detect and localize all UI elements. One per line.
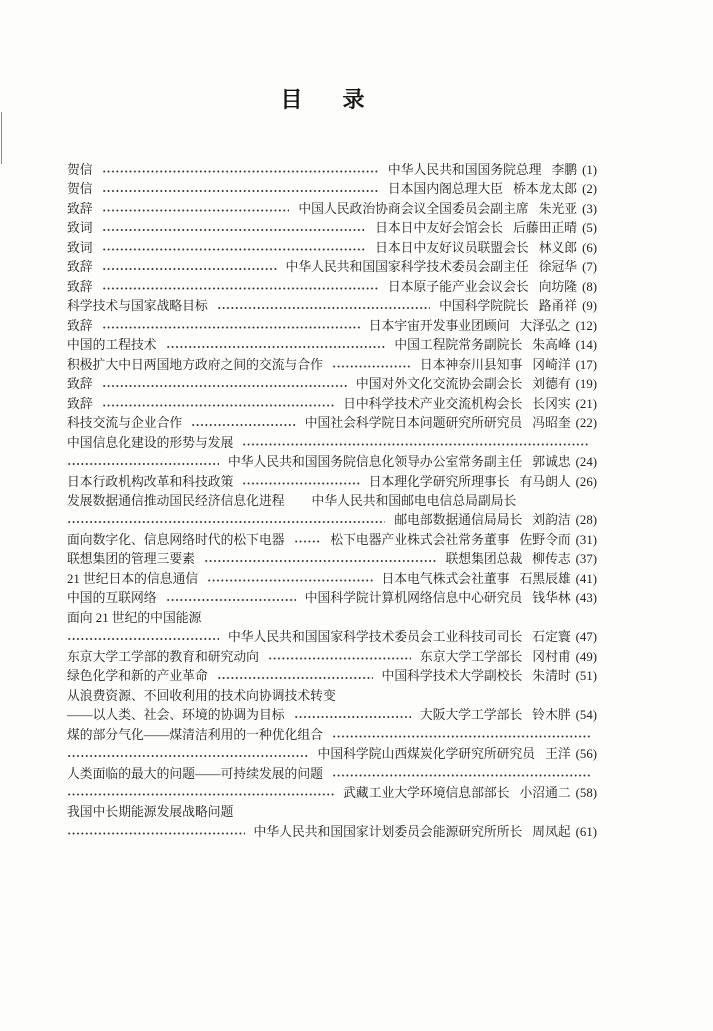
entry-page-number: (61) (575, 824, 597, 839)
dot-leader (102, 317, 360, 336)
entry-page-number: (9) (582, 299, 597, 314)
entry-page-number: (3) (582, 201, 597, 216)
entry-author: 王洋 (545, 747, 571, 762)
toc-entry-line (67, 745, 597, 764)
dot-leader (67, 784, 334, 803)
toc-entry (67, 258, 597, 277)
entry-affiliation: 日本日中友好议员联盟会长 (375, 240, 529, 255)
entry-author: 长冈实 (532, 396, 571, 411)
toc-entry (67, 687, 597, 726)
dot-leader (102, 278, 379, 297)
dot-leader (102, 239, 367, 258)
toc-list (67, 161, 597, 842)
dot-leader (102, 180, 379, 199)
entry-title: 21 世纪日本的信息通信 (67, 571, 199, 586)
entry-title: 致词 (67, 240, 93, 255)
entry-page-number: (37) (575, 552, 597, 567)
entry-title: 东京大学工学部的教育和研究动向 (67, 649, 259, 664)
entry-title: 致辞 (67, 260, 93, 275)
toc-entry-line (67, 453, 597, 472)
entry-page-number: (31) (575, 532, 597, 547)
toc-entry (67, 219, 597, 238)
entry-affiliation: 中国科学技术大学副校长 (381, 669, 523, 684)
entry-title: 致辞 (67, 201, 93, 216)
toc-entry-line (67, 511, 597, 530)
entry-title: 致辞 (67, 396, 93, 411)
toc-entry (67, 726, 597, 765)
entry-page-number: (51) (575, 669, 597, 684)
toc-entry (67, 375, 597, 394)
toc-entry-line (67, 823, 597, 842)
entry-author: 有马朗人 (519, 474, 571, 489)
dot-leader (102, 200, 290, 219)
dot-leader (67, 823, 245, 842)
entry-affiliation: 中华人民共和国国务院总理 (387, 163, 542, 177)
toc-entry (67, 278, 597, 297)
entry-affiliation: 日中科学技术产业交流机构会长 (343, 396, 523, 411)
entry-author: 柳传志 (532, 552, 571, 567)
entry-page-number: (17) (575, 357, 597, 372)
entry-author: 冯昭奎 (532, 416, 571, 431)
entry-page-number: (24) (575, 455, 597, 470)
entry-affiliation: 日本神奈川县知事 (419, 357, 523, 372)
entry-author: 后藤田正晴 (513, 221, 578, 236)
page-title: 目 录 (280, 88, 374, 113)
toc-entry (67, 395, 597, 414)
toc-entry (67, 317, 597, 336)
dot-leader (217, 297, 430, 316)
entry-page-number: (7) (582, 260, 597, 275)
entry-title: 人类面临的最大的问题——可持续发展的问题 (67, 766, 323, 781)
entry-title: 煤的部分气化——煤清洁利用的一种优化组合 (67, 727, 323, 742)
entry-affiliation: 大阪大学工学部长 (419, 708, 523, 723)
dot-leader (166, 336, 386, 355)
entry-affiliation: 中国人民政治协商会议全国委员会副主席 (298, 201, 529, 216)
entry-author: 朱高峰 (532, 338, 571, 353)
entry-page-number: (8) (582, 279, 597, 294)
entry-title: 中国信息化建设的形势与发展 (67, 435, 234, 450)
dot-leader (102, 258, 277, 277)
entry-affiliation: 日本宇宙开发事业团顾问 (368, 318, 510, 333)
toc-entry (67, 473, 597, 492)
entry-author: 林义郎 (538, 240, 578, 255)
toc-entry (67, 297, 597, 316)
entry-author: 冈崎洋 (532, 357, 571, 372)
entry-affiliation: 中华人民共和国国家科学技术委员会副主任 (285, 260, 529, 275)
entry-affiliation: 中华人民共和国国家科学技术委员会工业科技司司长 (227, 630, 523, 645)
entry-page-number: (56) (575, 747, 597, 762)
entry-title: 致词 (67, 221, 93, 236)
entry-title: 联想集团的管理三要素 (67, 552, 195, 567)
toc-entry (67, 336, 597, 355)
entry-page-number: (58) (575, 786, 597, 800)
entry-author: 朱清时 (532, 669, 571, 684)
entry-title: 致辞 (67, 318, 93, 333)
entry-page-number: (41) (575, 571, 597, 586)
dot-leader (67, 628, 219, 647)
toc-entry (67, 570, 597, 589)
entry-author: 徐冠华 (538, 260, 578, 275)
entry-affiliation: 中国对外文化交流协会副会长 (355, 377, 523, 392)
dot-leader (242, 473, 359, 492)
entry-affiliation-first: 中华人民共和国邮电电信总局副局长 (311, 493, 517, 508)
entry-title: 中国的互联网络 (67, 591, 157, 606)
dot-leader (102, 375, 347, 394)
toc-entry-line (67, 492, 597, 511)
entry-title: 致辞 (67, 377, 93, 392)
entry-affiliation: 中国社会科学院日本问题研究所研究员 (304, 416, 523, 431)
dot-leader (102, 395, 335, 414)
entry-author: 周凤起 (532, 824, 571, 839)
entry-author: 小沼通二 (519, 786, 571, 800)
toc-entry (67, 161, 597, 180)
dot-leader (204, 550, 437, 569)
dot-leader (67, 453, 219, 472)
entry-page-number: (1) (582, 163, 597, 177)
entry-subtitle: ——以人类、社会、环境的协调为目标 (67, 708, 285, 723)
entry-title: 绿色化学和新的产业革命 (67, 669, 208, 684)
entry-page-number: (54) (575, 708, 597, 723)
entry-page-number: (47) (575, 630, 597, 645)
dot-leader (294, 531, 322, 550)
entry-affiliation: 中国科学院计算机网络信息中心研究员 (304, 591, 523, 606)
toc-entry-line (67, 628, 597, 647)
toc-entry-line (67, 784, 597, 803)
toc-entry-line (67, 726, 597, 745)
toc-entry-line (67, 803, 597, 822)
entry-affiliation: 松下电器产业株式会社常务董事 (330, 532, 510, 547)
entry-affiliation: 中华人民共和国国家计划委员会能源研究所所长 (253, 824, 523, 839)
scan-edge-mark (1, 112, 2, 164)
entry-author: 路甬祥 (538, 299, 578, 314)
entry-title: 日本行政机构改革和科技政策 (67, 474, 234, 489)
entry-page-number: (2) (582, 182, 597, 197)
dot-leader (207, 570, 372, 589)
dot-leader (166, 589, 296, 608)
toc-entry (67, 531, 597, 550)
entry-title: 发展数据通信推动国民经济信息化进程 (67, 493, 285, 508)
entry-affiliation: 联想集团总裁 (445, 552, 523, 567)
entry-page-number: (21) (575, 396, 597, 411)
entry-author: 桥本龙太郎 (513, 182, 578, 197)
entry-affiliation: 中国科学院院长 (439, 299, 529, 314)
entry-affiliation: 日本理化学研究所理事长 (368, 474, 510, 489)
toc-entry (67, 589, 597, 608)
entry-author: 向坊隆 (538, 279, 578, 294)
entry-page-number: (26) (575, 474, 597, 489)
toc-entry-line (67, 434, 597, 453)
entry-affiliation: 武藏工业大学环境信息部部长 (343, 786, 510, 800)
dot-leader (294, 706, 411, 725)
toc-entry-line (67, 706, 597, 725)
dot-leader (67, 511, 385, 530)
entry-page-number: (5) (582, 221, 597, 236)
entry-author: 刘韵洁 (532, 513, 571, 528)
entry-author: 佐野令而 (519, 532, 571, 547)
entry-title: 致辞 (67, 279, 93, 294)
dot-leader (268, 648, 411, 667)
entry-title: 面向数字化、信息网络时代的松下电器 (67, 532, 285, 547)
entry-title: 贺信 (67, 163, 93, 177)
entry-author: 铃木胖 (532, 708, 571, 723)
dot-leader (242, 434, 590, 453)
toc-entry (67, 200, 597, 219)
toc-entry (67, 803, 597, 842)
toc-entry (67, 765, 597, 804)
dot-leader (332, 356, 411, 375)
toc-entry (67, 239, 597, 258)
entry-page-number: (49) (575, 649, 597, 664)
entry-affiliation: 中国工程院常务副院长 (394, 338, 523, 353)
toc-entry-line (67, 687, 597, 706)
dot-leader (332, 726, 590, 745)
toc-entry (67, 180, 597, 199)
entry-title: 科学技术与国家战略目标 (67, 299, 208, 314)
toc-entry (67, 648, 597, 667)
entry-page-number: (12) (575, 318, 597, 333)
entry-author: 石黑辰雄 (519, 571, 571, 586)
toc-entry-line (67, 765, 597, 784)
entry-author: 刘德有 (532, 377, 571, 392)
entry-affiliation: 日本电气株式会社董事 (381, 571, 510, 586)
entry-affiliation: 日本国内阁总理大臣 (387, 182, 504, 197)
toc-entry (67, 492, 597, 531)
entry-author: 大泽弘之 (519, 318, 571, 333)
entry-author: 李鹏 (551, 163, 578, 177)
entry-title: 积极扩大中日两国地方政府之间的交流与合作 (67, 357, 323, 372)
dot-leader (217, 667, 373, 686)
toc-entry (67, 609, 597, 648)
toc-entry-line (67, 609, 597, 628)
entry-author: 冈村甫 (532, 649, 571, 664)
entry-title: 中国的工程技术 (67, 338, 157, 353)
entry-page-number: (14) (575, 338, 597, 353)
toc-entry (67, 356, 597, 375)
toc-entry (67, 550, 597, 569)
entry-affiliation: 中国科学院山西煤炭化学研究所研究员 (317, 747, 536, 762)
toc-entry (67, 667, 597, 686)
entry-title: 面向 21 世纪的中国能源 (67, 610, 202, 625)
dot-leader (332, 765, 590, 784)
entry-affiliation: 日本日中友好会馆会长 (375, 221, 504, 236)
entry-author: 朱光亚 (538, 201, 578, 216)
entry-affiliation: 东京大学工学部长 (419, 649, 523, 664)
entry-author: 钱华林 (532, 591, 571, 606)
entry-affiliation: 日本原子能产业会议会长 (387, 279, 529, 294)
dot-leader (67, 745, 309, 764)
entry-page-number: (43) (575, 591, 597, 606)
entry-page-number: (22) (575, 416, 597, 431)
entry-title: 我国中长期能源发展战略问题 (67, 805, 234, 820)
entry-page-number: (19) (575, 377, 597, 392)
entry-page-number: (28) (575, 513, 597, 528)
entry-affiliation: 邮电部数据通信局局长 (394, 513, 523, 528)
entry-page-number: (6) (582, 240, 597, 255)
entry-title: 科技交流与企业合作 (67, 416, 183, 431)
entry-title: 从浪费资源、不回收利用的技术向协调技术转变 (67, 688, 336, 703)
toc-entry (67, 434, 597, 473)
entry-title: 贺信 (67, 182, 93, 197)
dot-leader (102, 219, 367, 238)
toc-entry (67, 414, 597, 433)
entry-affiliation: 中华人民共和国国务院信息化领导办公室常务副主任 (227, 455, 523, 470)
dot-leader (102, 161, 379, 180)
entry-author: 石定寰 (532, 630, 571, 645)
dot-leader (191, 414, 296, 433)
entry-author: 郭诚忠 (532, 455, 571, 470)
